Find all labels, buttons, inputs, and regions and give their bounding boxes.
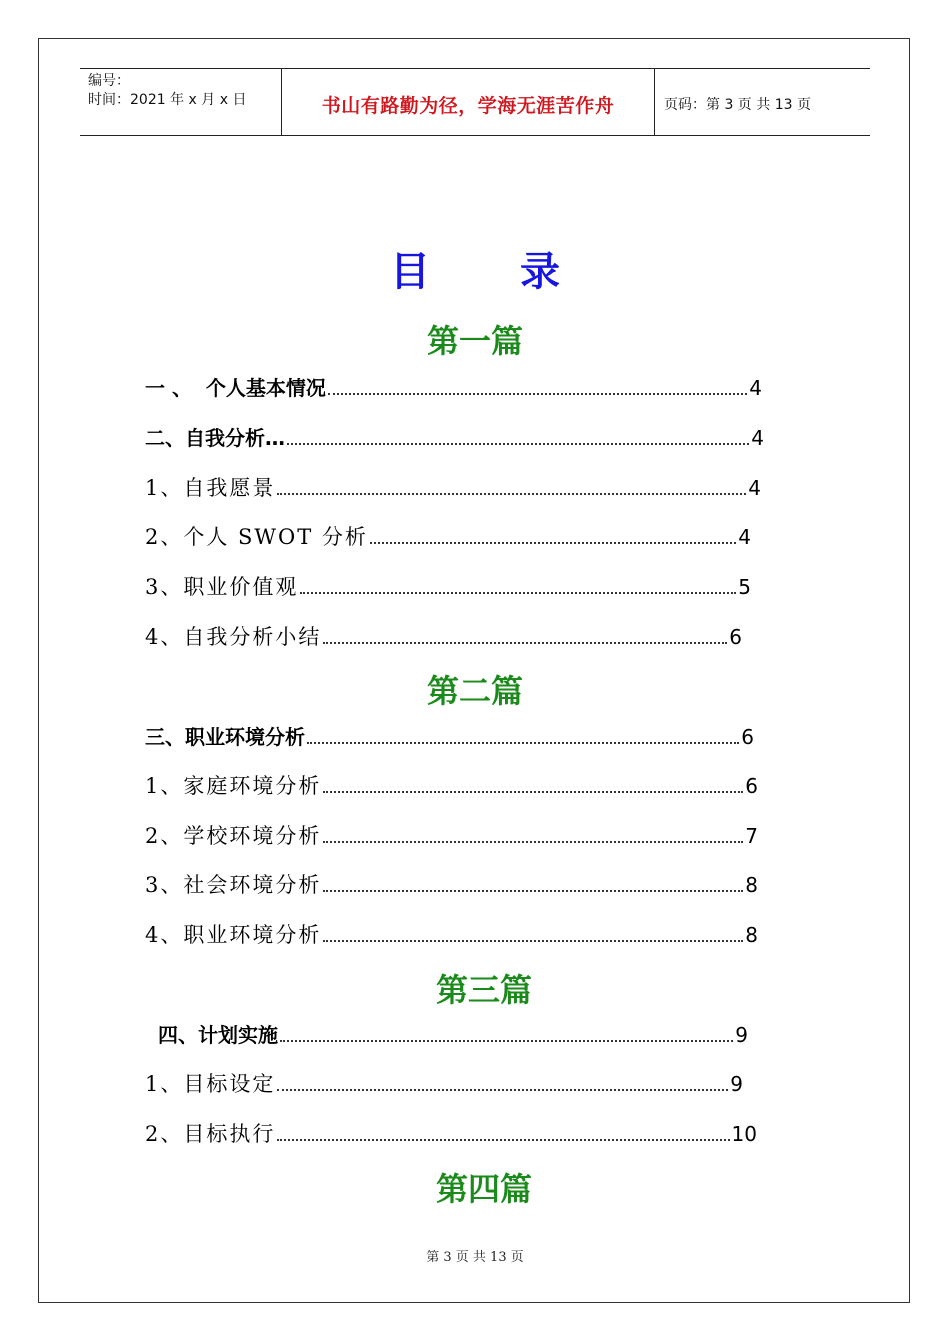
dot-leader [277, 1089, 728, 1091]
toc-entry-page: 4 [748, 476, 761, 500]
toc-entry[interactable] [158, 1019, 748, 1049]
dot-leader [323, 791, 743, 793]
header-motto-cell [282, 69, 655, 135]
dot-leader [280, 1040, 733, 1042]
part-heading-2: 第二篇 [426, 672, 523, 710]
dot-leader [277, 1139, 729, 1141]
toc-entry-label: 2、目标执行 [145, 1122, 276, 1146]
toc-title-char-2: 录 [520, 249, 560, 295]
page-info: 页码：第 3 页 共 13 页 [664, 97, 811, 113]
part-heading-3: 第三篇 [435, 971, 532, 1009]
toc-entry-page: 7 [745, 824, 758, 848]
dot-leader [328, 393, 747, 395]
toc-title [0, 240, 950, 297]
header-meta [80, 69, 282, 135]
toc-entry-page: 4 [738, 525, 751, 549]
dot-leader [323, 642, 727, 644]
toc-entry[interactable] [145, 1068, 743, 1098]
dot-leader [370, 542, 736, 544]
toc-entry[interactable] [145, 472, 761, 502]
toc-entry-label: 1、自我愿景 [145, 476, 276, 500]
page-header [80, 68, 870, 136]
toc-entry-label: 二、自我分析… [145, 426, 285, 450]
motto: 书山有路勤为径，学海无涯苦作舟 [321, 95, 615, 117]
serial-label: 编号： [88, 73, 130, 89]
toc-entry-page: 8 [745, 873, 758, 897]
dot-leader [307, 742, 739, 744]
toc-entry-page: 5 [738, 575, 751, 599]
toc-entry-page: 4 [751, 426, 764, 450]
toc-entry-label: 2、学校环境分析 [145, 824, 322, 848]
toc-entry[interactable] [145, 820, 758, 850]
dot-leader [323, 841, 743, 843]
toc-entry[interactable] [145, 571, 751, 601]
toc-entry[interactable] [145, 521, 751, 551]
toc-entry-page: 9 [735, 1023, 748, 1047]
toc-entry-label: 3、社会环境分析 [145, 873, 322, 897]
toc-entry-label: 4、自我分析小结 [145, 625, 322, 649]
toc-entry[interactable] [145, 1118, 757, 1148]
toc-entry[interactable] [145, 869, 758, 899]
part-heading-4: 第四篇 [435, 1170, 532, 1208]
toc-entry[interactable] [145, 919, 758, 949]
toc-entry-page: 6 [729, 625, 742, 649]
toc-entry-label: 1、目标设定 [145, 1072, 276, 1096]
toc-entry-page: 8 [745, 923, 758, 947]
toc-entry-label: 1、家庭环境分析 [145, 774, 322, 798]
dot-leader [287, 443, 749, 445]
toc-entry[interactable] [145, 770, 758, 800]
dot-leader [300, 592, 736, 594]
page-footer: 第 3 页 共 13 页 [426, 1250, 524, 1265]
toc-entry-label: 3、职业价值观 [145, 575, 299, 599]
toc-entry-page: 4 [749, 376, 762, 400]
dot-leader [277, 493, 746, 495]
toc-entry[interactable] [145, 721, 754, 751]
toc-entry-label: 四、计划实施 [158, 1023, 278, 1047]
toc-title-char-1: 目 [390, 249, 430, 295]
header-page-cell [655, 69, 870, 135]
dot-leader [323, 940, 743, 942]
toc-entry-page: 6 [741, 725, 754, 749]
toc-entry-label: 一 、 个人基本情况 [145, 376, 326, 400]
toc-entry[interactable] [145, 372, 762, 402]
toc-entry-page: 9 [730, 1072, 743, 1096]
toc-entry-label: 三、职业环境分析 [145, 725, 305, 749]
time-label: 时间：2021 年 x 月 x 日 [88, 92, 247, 108]
dot-leader [323, 890, 743, 892]
toc-entry-label: 2、个人 SWOT 分析 [145, 525, 368, 549]
toc-entry[interactable] [145, 621, 742, 651]
toc-entry[interactable] [145, 422, 764, 452]
toc-entry-page: 10 [731, 1122, 757, 1146]
part-heading-1: 第一篇 [426, 322, 523, 360]
toc-entry-page: 6 [745, 774, 758, 798]
toc-entry-label: 4、职业环境分析 [145, 923, 322, 947]
